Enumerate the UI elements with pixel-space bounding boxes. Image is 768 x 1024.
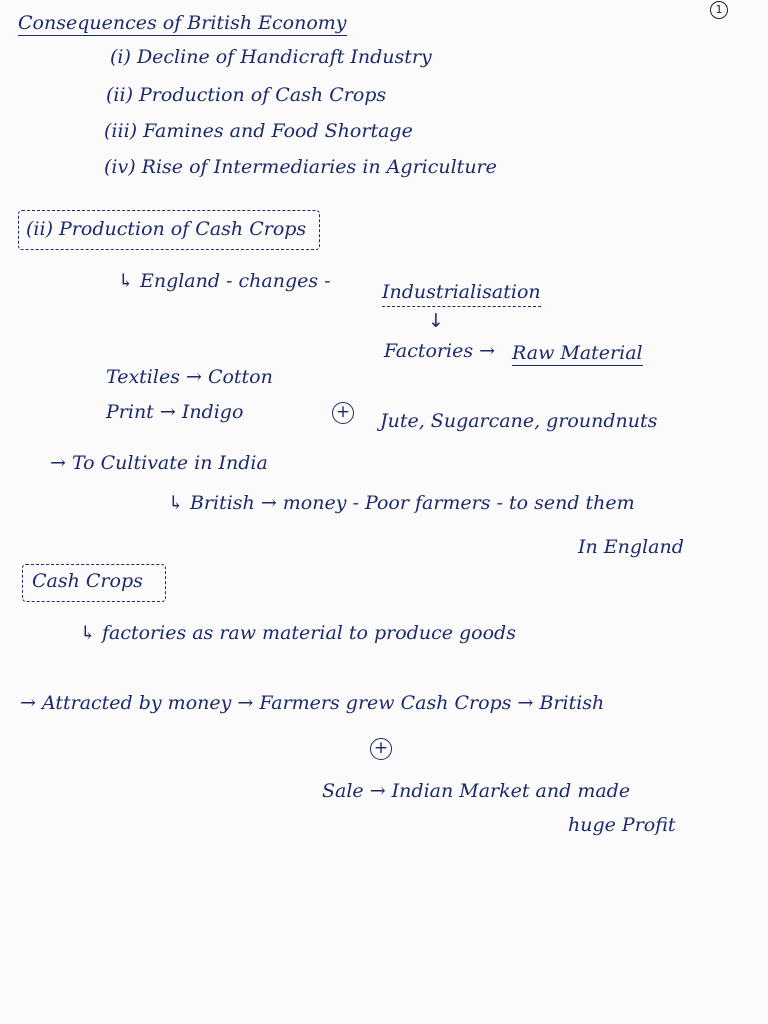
print-line: Print → Indigo — [106, 401, 244, 423]
section-heading: (ii) Production of Cash Crops — [26, 218, 307, 240]
other-crops-line: Jute, Sugarcane, groundnuts — [380, 410, 658, 432]
cultivate-line: → To Cultivate in India — [50, 452, 268, 474]
page-title: Consequences of British Economy — [18, 12, 347, 34]
industrialisation-term: Industrialisation — [382, 283, 541, 307]
page-number: 1 — [710, 1, 728, 19]
factories-line: ↳ factories as raw material to produce goods — [80, 622, 516, 644]
profit-line: huge Profit — [568, 814, 676, 836]
factories-label: Factories → — [384, 340, 496, 362]
down-arrow-icon: ↓ — [428, 310, 444, 332]
england-line: ↳ England - changes - — [118, 270, 331, 292]
section-heading: Cash Crops — [32, 570, 143, 592]
plus-icon: + — [370, 738, 392, 760]
sale-line: Sale → Indian Market and made — [322, 780, 631, 802]
list-item: (iii) Famines and Food Shortage — [104, 120, 413, 142]
in-england-line: In England — [578, 536, 684, 558]
british-line: ↳ British → money - Poor farmers - to send them — [168, 492, 635, 514]
textiles-line: Textiles → Cotton — [106, 366, 273, 388]
plus-icon: + — [332, 402, 354, 424]
attracted-line: → Attracted by money → Farmers grew Cash Crops → British — [20, 692, 605, 714]
raw-material-label: Raw Material — [512, 342, 643, 364]
list-item: (iv) Rise of Intermediaries in Agriculture — [104, 156, 497, 178]
list-item: (i) Decline of Handicraft Industry — [110, 46, 432, 68]
list-item: (ii) Production of Cash Crops — [106, 84, 387, 106]
